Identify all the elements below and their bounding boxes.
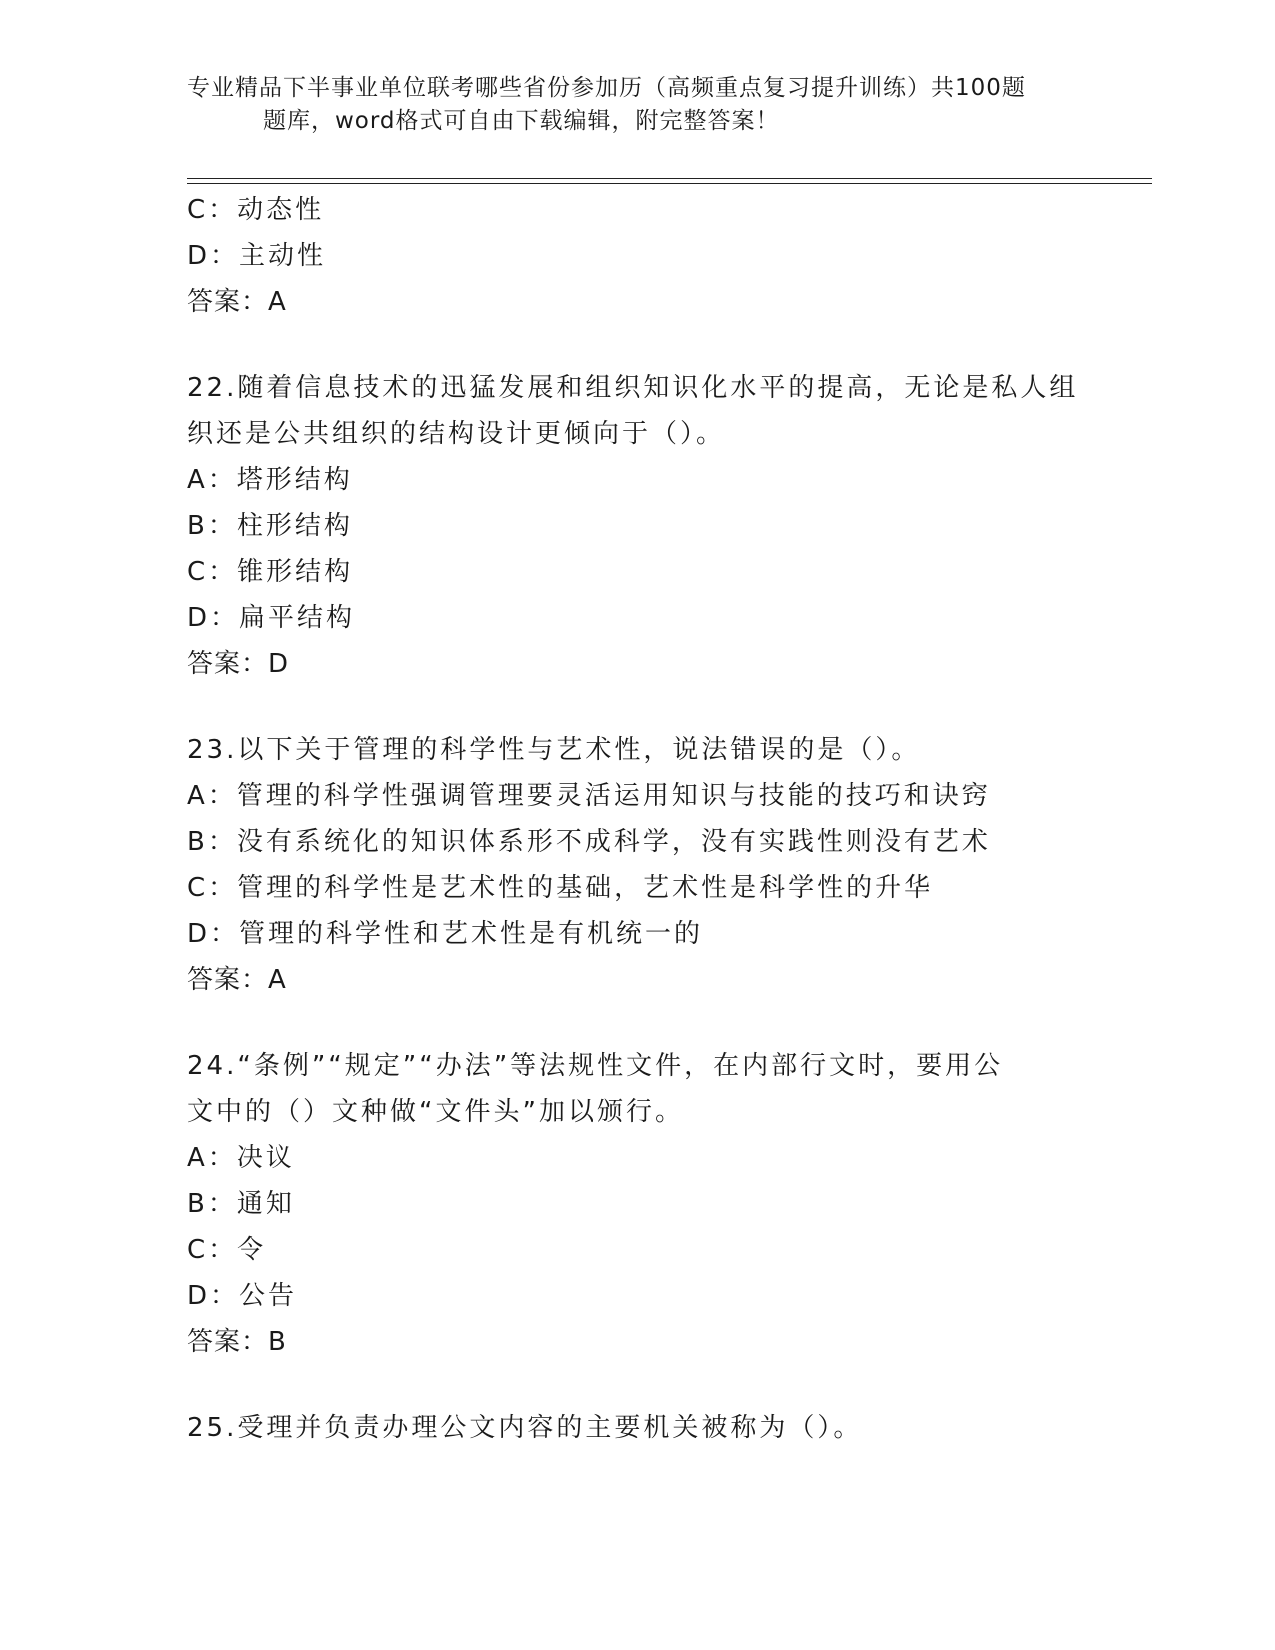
header-divider-bottom	[187, 183, 1152, 184]
option-line: D：扁平结构	[187, 603, 356, 633]
answer-line: 答案：A	[187, 287, 287, 317]
question-25	[187, 1405, 1087, 1451]
option-line: A：管理的科学性强调管理要灵活运用知识与技能的技巧和诀窍	[187, 781, 991, 811]
question-stem: 文中的（）文种做“文件头”加以颁行。	[187, 1097, 684, 1127]
question-22	[187, 365, 1087, 687]
header-title-line-1: 专业精品下半事业单位联考哪些省份参加历（高频重点复习提升训练）共100题	[187, 75, 1026, 101]
answer-line: 答案：B	[187, 1327, 287, 1357]
option-line: C：管理的科学性是艺术性的基础，艺术性是科学性的升华	[187, 873, 934, 903]
option-line: C：令	[187, 1235, 267, 1265]
header-divider-top	[187, 178, 1152, 179]
page-header	[187, 72, 1067, 138]
question-24	[187, 1043, 1087, 1365]
option-line: B：通知	[187, 1189, 295, 1219]
option-line: D：公告	[187, 1281, 298, 1311]
answer-line: 答案：D	[187, 649, 290, 679]
option-line: D：管理的科学性和艺术性是有机统一的	[187, 919, 704, 949]
option-line: C：锥形结构	[187, 557, 354, 587]
option-line: B：没有系统化的知识体系形不成科学，没有实践性则没有艺术	[187, 827, 991, 857]
question-stem: 22.随着信息技术的迅猛发展和组织知识化水平的提高，无论是私人组	[187, 373, 1079, 403]
option-line: A：塔形结构	[187, 465, 353, 495]
answer-line: 答案：A	[187, 965, 287, 995]
question-23	[187, 727, 1087, 1003]
question-stem: 织还是公共组织的结构设计更倾向于（）。	[187, 419, 726, 449]
question-content	[187, 187, 1087, 1451]
question-stem: 24.“条例”“规定”“办法”等法规性文件，在内部行文时，要用公	[187, 1051, 1004, 1081]
question-stem: 25.受理并负责办理公文内容的主要机关被称为（）。	[187, 1413, 863, 1443]
option-line: C：动态性	[187, 195, 325, 225]
option-line: B：柱形结构	[187, 511, 353, 541]
question-stem: 23.以下关于管理的科学性与艺术性，说法错误的是（）。	[187, 735, 921, 765]
header-title-line-2: 题库，word格式可自由下载编辑，附完整答案！	[263, 108, 780, 134]
question-carryover	[187, 187, 1087, 325]
option-line: A：决议	[187, 1143, 295, 1173]
option-line: D：主动性	[187, 241, 327, 271]
